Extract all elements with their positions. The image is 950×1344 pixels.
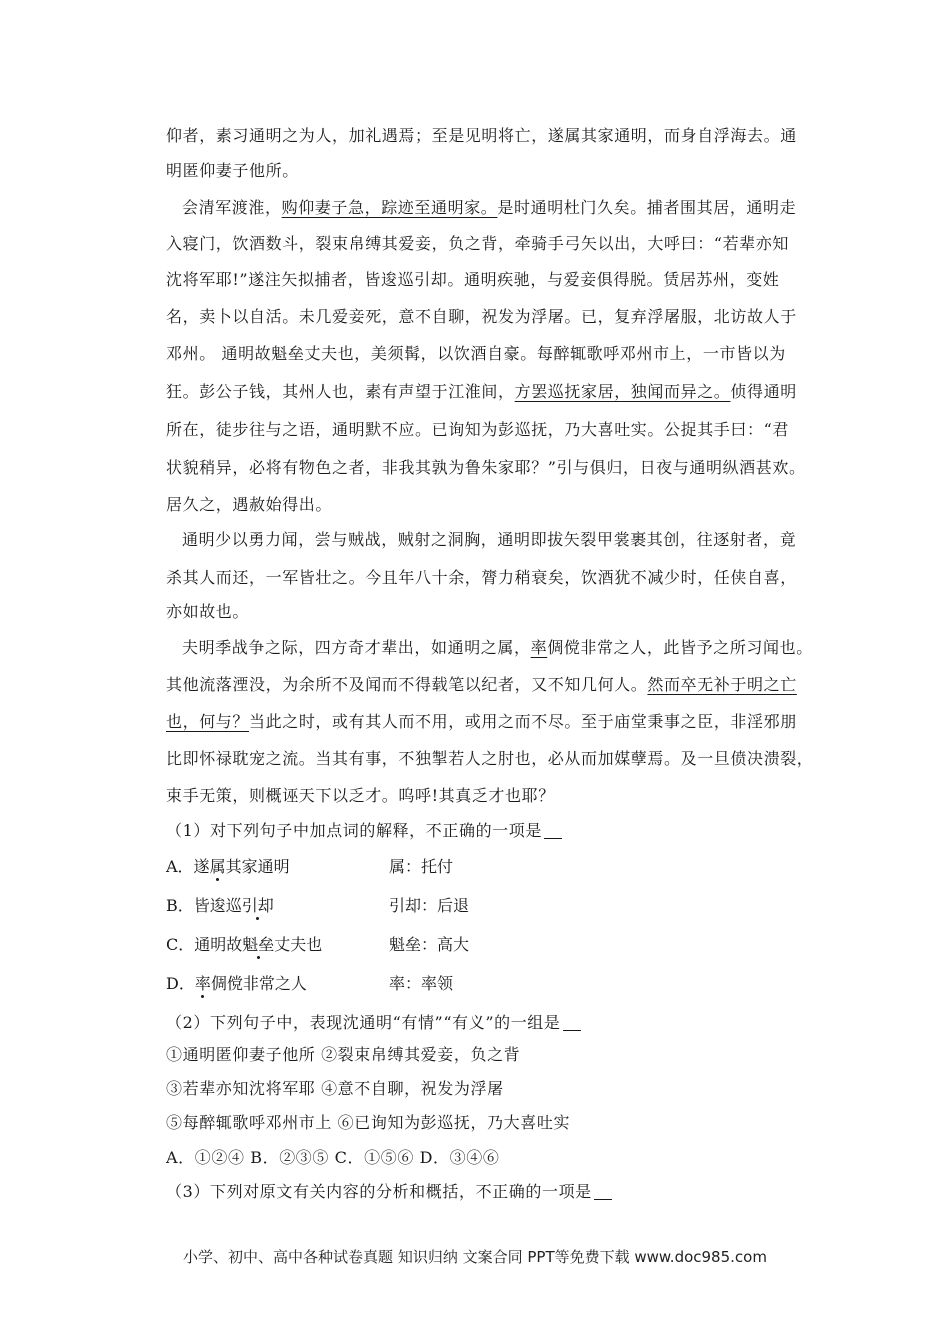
answer-blank[interactable]: [544, 822, 562, 839]
dotted-word: 率: [194, 974, 211, 993]
text: 比即怀禄耽宠之流。当其有事，不独掣若人之肘也，必从而加媒孽焉。及一旦偾决溃裂，: [166, 749, 814, 768]
text: （1）对下列句子中加点词的解释，不正确的一项是: [166, 821, 542, 840]
answer-blank[interactable]: [563, 1014, 581, 1031]
passage-line: [166, 567, 797, 589]
passage-line: [166, 457, 806, 479]
text: 丈夫也: [274, 935, 323, 954]
answer-blank[interactable]: [594, 1183, 612, 1200]
text: 倜傥非常之人: [210, 974, 307, 993]
q2-row-2: ③若辈亦知沈将军耶 ④意不自聊，祝发为浮屠: [166, 1079, 504, 1098]
passage-line: [182, 529, 796, 551]
text: 沈将军耶!”遂注矢拟捕者，皆逡巡引却。通明疾驰，与爱妾俱得脱。赁居苏州，变姓: [166, 270, 780, 289]
underlined-sentence: 然而卒无补于明之亡: [647, 675, 797, 694]
text: （2）下列句子中，表现沈通明“有情”“有义”的一组是: [166, 1013, 561, 1032]
dotted-word: 属: [209, 857, 226, 876]
passage-line: [166, 269, 779, 291]
text: 侦得通明: [730, 382, 797, 401]
text: 状貌稍异，必将有物色之者，非我其孰为鲁朱家耶？”引与俱归，日夜与通明纵酒甚欢。: [166, 458, 806, 477]
text: 邓州。 通明故魁垒丈夫也，美须髯，以饮酒自豪。每醉辄歌呼邓州市上，一市皆以为: [166, 344, 786, 363]
dotted-word: 魁垒: [242, 935, 275, 954]
underlined-word: 率: [530, 638, 548, 657]
q1-option-d-note: 率：率领: [389, 974, 454, 993]
question-1-stem: [166, 820, 562, 842]
text: 会清军渡淮，: [182, 198, 282, 217]
passage-line: [182, 637, 813, 659]
text: 倜傥非常之人，此皆予之所习闻也。: [547, 638, 813, 657]
passage-line: [166, 785, 555, 807]
text: 仰者，素习通明之为人，加礼遇焉；至是见明将亡，遂属其家通明，而身自浮海去。通: [166, 126, 797, 145]
footer-ad[interactable]: 小学、初中、高中各种试卷真题 知识归纳 文案合同 PPT等免费下载 www.doc985.com: [183, 1248, 767, 1266]
passage-line: [166, 160, 299, 182]
text: 所在，徒步往与之语，通明默不应。已询知为彭巡抚，乃大喜吐实。公捉其手曰：“君: [166, 420, 789, 439]
underlined-sentence: 方罢巡抚家居，独闻而异之。: [514, 382, 731, 401]
passage-line: [166, 233, 789, 255]
text: 亦如故也。: [166, 602, 250, 621]
question-3-stem: [166, 1181, 612, 1203]
q1-option-a-note: 属：托付: [389, 857, 454, 876]
q1-option-b-note: 引却：后退: [389, 896, 470, 915]
q2-row-1: ①通明匿仰妻子他所 ②裂束帛缚其爱妾，负之背: [166, 1045, 521, 1064]
q1-option-c: [166, 934, 322, 956]
q2-answer-options: A．①②④ B．②③⑤ C．①⑤⑥ D．③④⑥: [166, 1148, 500, 1167]
passage-line: [166, 494, 332, 516]
text: 束手无策，则概诬天下以乏才。呜呼!其真乏才也耶？: [166, 786, 555, 805]
q2-row-3: ⑤每醉辄歌呼邓州市上 ⑥已询知为彭巡抚，乃大喜吐实: [166, 1113, 571, 1132]
text: C．通明故: [166, 935, 243, 954]
text: 其他流落湮没，为余所不及闻而不得载笔以纪者，又不知几何人。: [166, 675, 648, 694]
text: A．遂: [166, 857, 210, 876]
text: 明匿仰妻子他所。: [166, 161, 299, 180]
underlined-sentence: 购仰妻子急，踪迹至通明家。: [281, 198, 498, 217]
passage-line: [166, 306, 797, 328]
q1-option-b: [166, 895, 274, 917]
text: 居久之，遇赦始得出。: [166, 495, 333, 514]
underlined-sentence: 也，何与？: [166, 712, 250, 731]
passage-line: [166, 748, 813, 770]
text: （3）下列对原文有关内容的分析和概括，不正确的一项是: [166, 1182, 592, 1201]
text: 入寝门，饮酒数斗，裂束帛缚其爱妾，负之背，牵骑手弓矢以出，大呼曰：“若辈亦知: [166, 234, 789, 253]
dotted-word: 引却: [241, 896, 274, 915]
text: 其家通明: [225, 857, 290, 876]
passage-line: [166, 419, 789, 441]
passage-line: [166, 343, 786, 365]
question-2-stem: [166, 1012, 581, 1034]
passage-line: [166, 674, 797, 696]
q1-option-a: [166, 856, 290, 878]
text: 是时通明杜门久矣。捕者围其居，通明走: [497, 198, 797, 217]
q1-option-c-note: 魁垒：高大: [389, 935, 470, 954]
passage-line: [182, 197, 796, 219]
passage-line: [166, 711, 797, 733]
passage-line: [166, 125, 797, 147]
text: 狂。彭公子钱，其州人也，素有声望于江淮间，: [166, 382, 515, 401]
text: 通明少以勇力闻，尝与贼战，贼射之洞胸，通明即拔矢裂甲裳裹其创，往逐射者，竟: [182, 530, 797, 549]
q1-option-d: [166, 973, 307, 995]
passage-line: [166, 601, 249, 623]
passage-line: [166, 381, 797, 403]
text: 杀其人而还，一军皆壮之。今且年八十余，膂力稍衰矣，饮酒犹不减少时，任侠自喜，: [166, 568, 797, 587]
text: B．皆逡巡: [166, 896, 242, 915]
text: 当此之时，或有其人而不用，或用之而不尽。至于庙堂秉事之臣，非淫邪朋: [249, 712, 797, 731]
text: 名，卖卜以自活。未几爱妾死，意不自聊，祝发为浮屠。已，复弃浮屠服，北访故人于: [166, 307, 797, 326]
text: 夫明季战争之际，四方奇才辈出，如通明之属，: [182, 638, 531, 657]
text: D．: [166, 974, 195, 993]
